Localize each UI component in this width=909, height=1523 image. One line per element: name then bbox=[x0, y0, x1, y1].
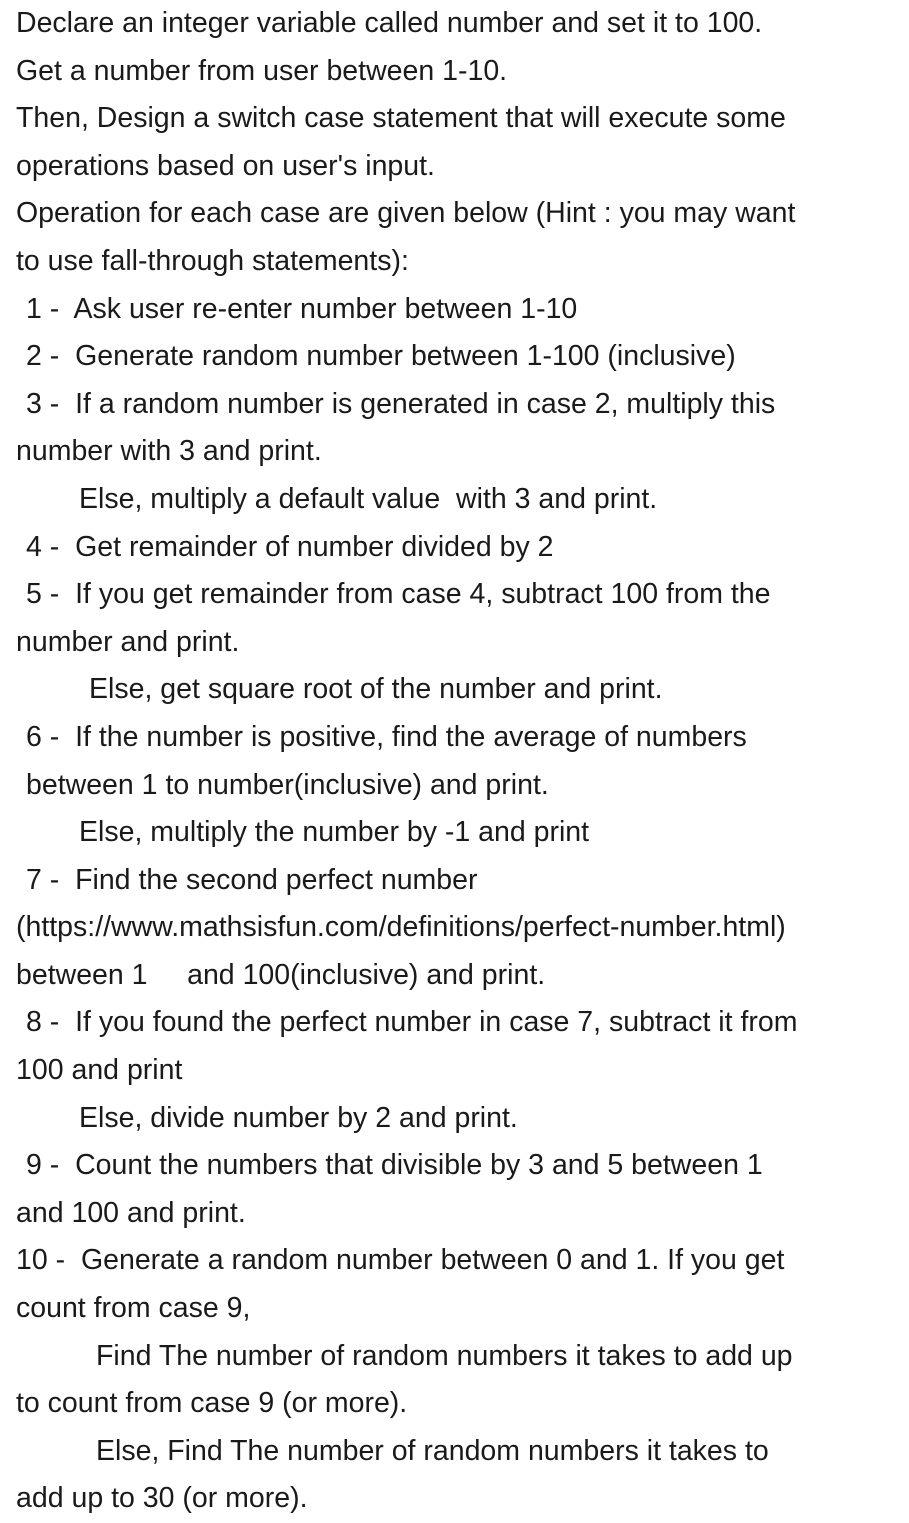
text-line: between 1 to number(inclusive) and print. bbox=[26, 768, 549, 801]
case-item-5: 5 - If you get remainder from case 4, subtract 100 from the bbox=[26, 578, 771, 611]
text-line: count from case 9, bbox=[16, 1292, 251, 1325]
case-item-1: 1 - Ask user re-enter number between 1-10 bbox=[26, 292, 578, 325]
else-line: Else, multiply a default value with 3 and print. bbox=[79, 482, 658, 515]
text-line: Get a number from user between 1-10. bbox=[16, 54, 508, 87]
else-line: Else, Find The number of random numbers it takes to bbox=[96, 1434, 769, 1467]
case-item-2: 2 - Generate random number between 1-100 (inclusive) bbox=[26, 340, 736, 373]
else-line: Else, multiply the number by -1 and print bbox=[79, 816, 590, 849]
case-item-3: 3 - If a random number is generated in case 2, multiply this bbox=[26, 387, 776, 420]
text-line: between 1 and 100(inclusive) and print. bbox=[16, 958, 546, 991]
indented-line: Find The number of random numbers it takes to add up bbox=[96, 1339, 793, 1372]
text-line: Declare an integer variable called number and set it to 100. bbox=[16, 7, 763, 39]
text-line: and 100 and print. bbox=[16, 1196, 246, 1229]
case-item-6: 6 - If the number is positive, find the average of numbers bbox=[26, 720, 747, 753]
case-item-4: 4 - Get remainder of number divided by 2 bbox=[26, 530, 554, 563]
url-text: (https://www.mathsisfun.com/definitions/perfect-number.html) bbox=[16, 911, 786, 944]
text-line: operations based on user's input. bbox=[16, 149, 435, 182]
text-line: to count from case 9 (or more). bbox=[16, 1387, 408, 1420]
case-item-9: 9 - Count the numbers that divisible by 3 and 5 between 1 bbox=[26, 1149, 763, 1182]
text-line: Operation for each case are given below (Hint : you may want bbox=[16, 197, 796, 230]
else-line: Else, divide number by 2 and print. bbox=[79, 1101, 518, 1134]
text-line: add up to 30 (or more). bbox=[16, 1482, 308, 1515]
case-item-8: 8 - If you found the perfect number in case 7, subtract it from bbox=[26, 1006, 798, 1039]
text-line: to use fall-through statements): bbox=[16, 244, 409, 277]
case-item-7: 7 - Find the second perfect number bbox=[26, 863, 478, 896]
text-line: 100 and print bbox=[16, 1054, 183, 1087]
text-line: number with 3 and print. bbox=[16, 435, 322, 468]
text-line: Then, Design a switch case statement that will execute some bbox=[16, 102, 786, 135]
text-line: number and print. bbox=[16, 625, 240, 658]
case-item-10: 10 - Generate a random number between 0 and 1. If you get bbox=[16, 1244, 785, 1277]
else-line: Else, get square root of the number and print. bbox=[89, 673, 663, 706]
